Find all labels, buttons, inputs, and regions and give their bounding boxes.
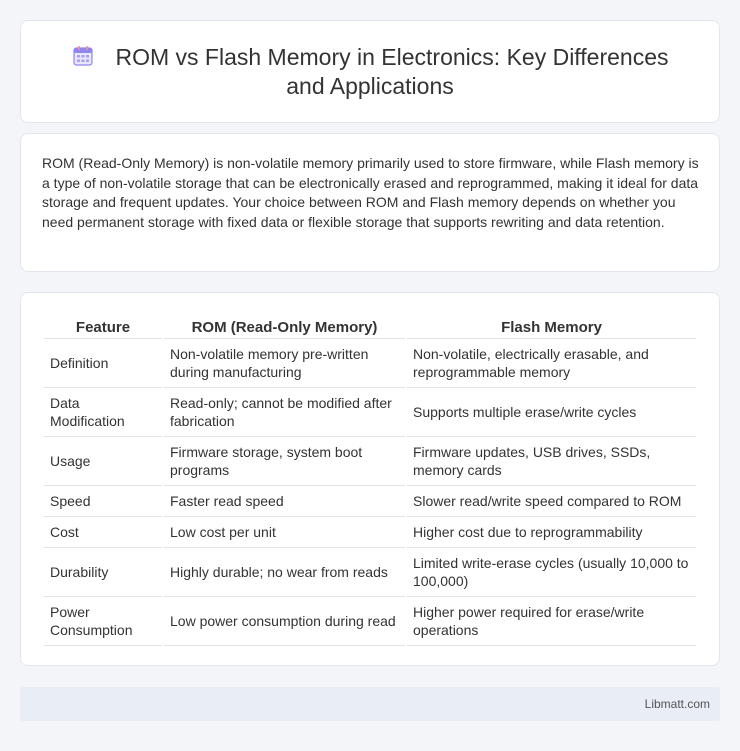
table-cell: Durability xyxy=(44,548,162,597)
table-cell: Power Consumption xyxy=(44,597,162,646)
page-title: ROM vs Flash Memory in Electronics: Key Differences and Applications xyxy=(115,43,669,99)
title-card xyxy=(20,20,720,123)
table-row xyxy=(44,339,696,388)
table-cell: Usage xyxy=(44,437,162,486)
table-cell: Low power consumption during read xyxy=(164,597,405,646)
table-cell: Limited write-erase cycles (usually 10,000 to 100,000) xyxy=(407,548,696,597)
table-cell: Definition xyxy=(44,339,162,388)
table-row xyxy=(44,597,696,646)
table-cell: Supports multiple erase/write cycles xyxy=(407,388,696,437)
table-cell: Higher cost due to reprogrammability xyxy=(407,517,696,548)
table-cell: Speed xyxy=(44,486,162,517)
comparison-table-card xyxy=(20,292,720,666)
summary-text: ROM (Read-Only Memory) is non-volatile memory primarily used to store firmware, while Flash memory is a type of non-volatile storage that can be electronically erased and reprogrammed, making it ideal for data storage and frequent updates. Your choice between ROM and Flash memory depends on whether you need permanent storage with fixed data or flexible storage that supports rewriting and data retention. xyxy=(42,155,699,230)
table-row xyxy=(44,437,696,486)
table-cell: Faster read speed xyxy=(164,486,405,517)
calendar-icon xyxy=(71,44,95,68)
table-cell: Low cost per unit xyxy=(164,517,405,548)
table-cell: Non-volatile, electrically erasable, and reprogrammable memory xyxy=(407,339,696,388)
table-cell: Read-only; cannot be modified after fabrication xyxy=(164,388,405,437)
table-row xyxy=(44,517,696,548)
table-row xyxy=(44,486,696,517)
column-header-rom: ROM (Read-Only Memory) xyxy=(164,315,405,339)
table-cell: Firmware storage, system boot programs xyxy=(164,437,405,486)
table-cell: Firmware updates, USB drives, SSDs, memory cards xyxy=(407,437,696,486)
footer-bar xyxy=(20,687,720,721)
table-header-row xyxy=(44,315,696,339)
comparison-table xyxy=(42,315,698,646)
column-header-feature: Feature xyxy=(44,315,162,339)
table-row xyxy=(44,548,696,597)
table-cell: Cost xyxy=(44,517,162,548)
table-cell: Non-volatile memory pre-written during manufacturing xyxy=(164,339,405,388)
table-cell: Highly durable; no wear from reads xyxy=(164,548,405,597)
page-title-wrap xyxy=(51,43,689,101)
table-row xyxy=(44,388,696,437)
table-cell: Data Modification xyxy=(44,388,162,437)
column-header-flash: Flash Memory xyxy=(407,315,696,339)
summary-card xyxy=(20,133,720,272)
footer-brand-link[interactable]: Libmatt.com xyxy=(644,697,710,711)
table-cell: Slower read/write speed compared to ROM xyxy=(407,486,696,517)
table-cell: Higher power required for erase/write operations xyxy=(407,597,696,646)
